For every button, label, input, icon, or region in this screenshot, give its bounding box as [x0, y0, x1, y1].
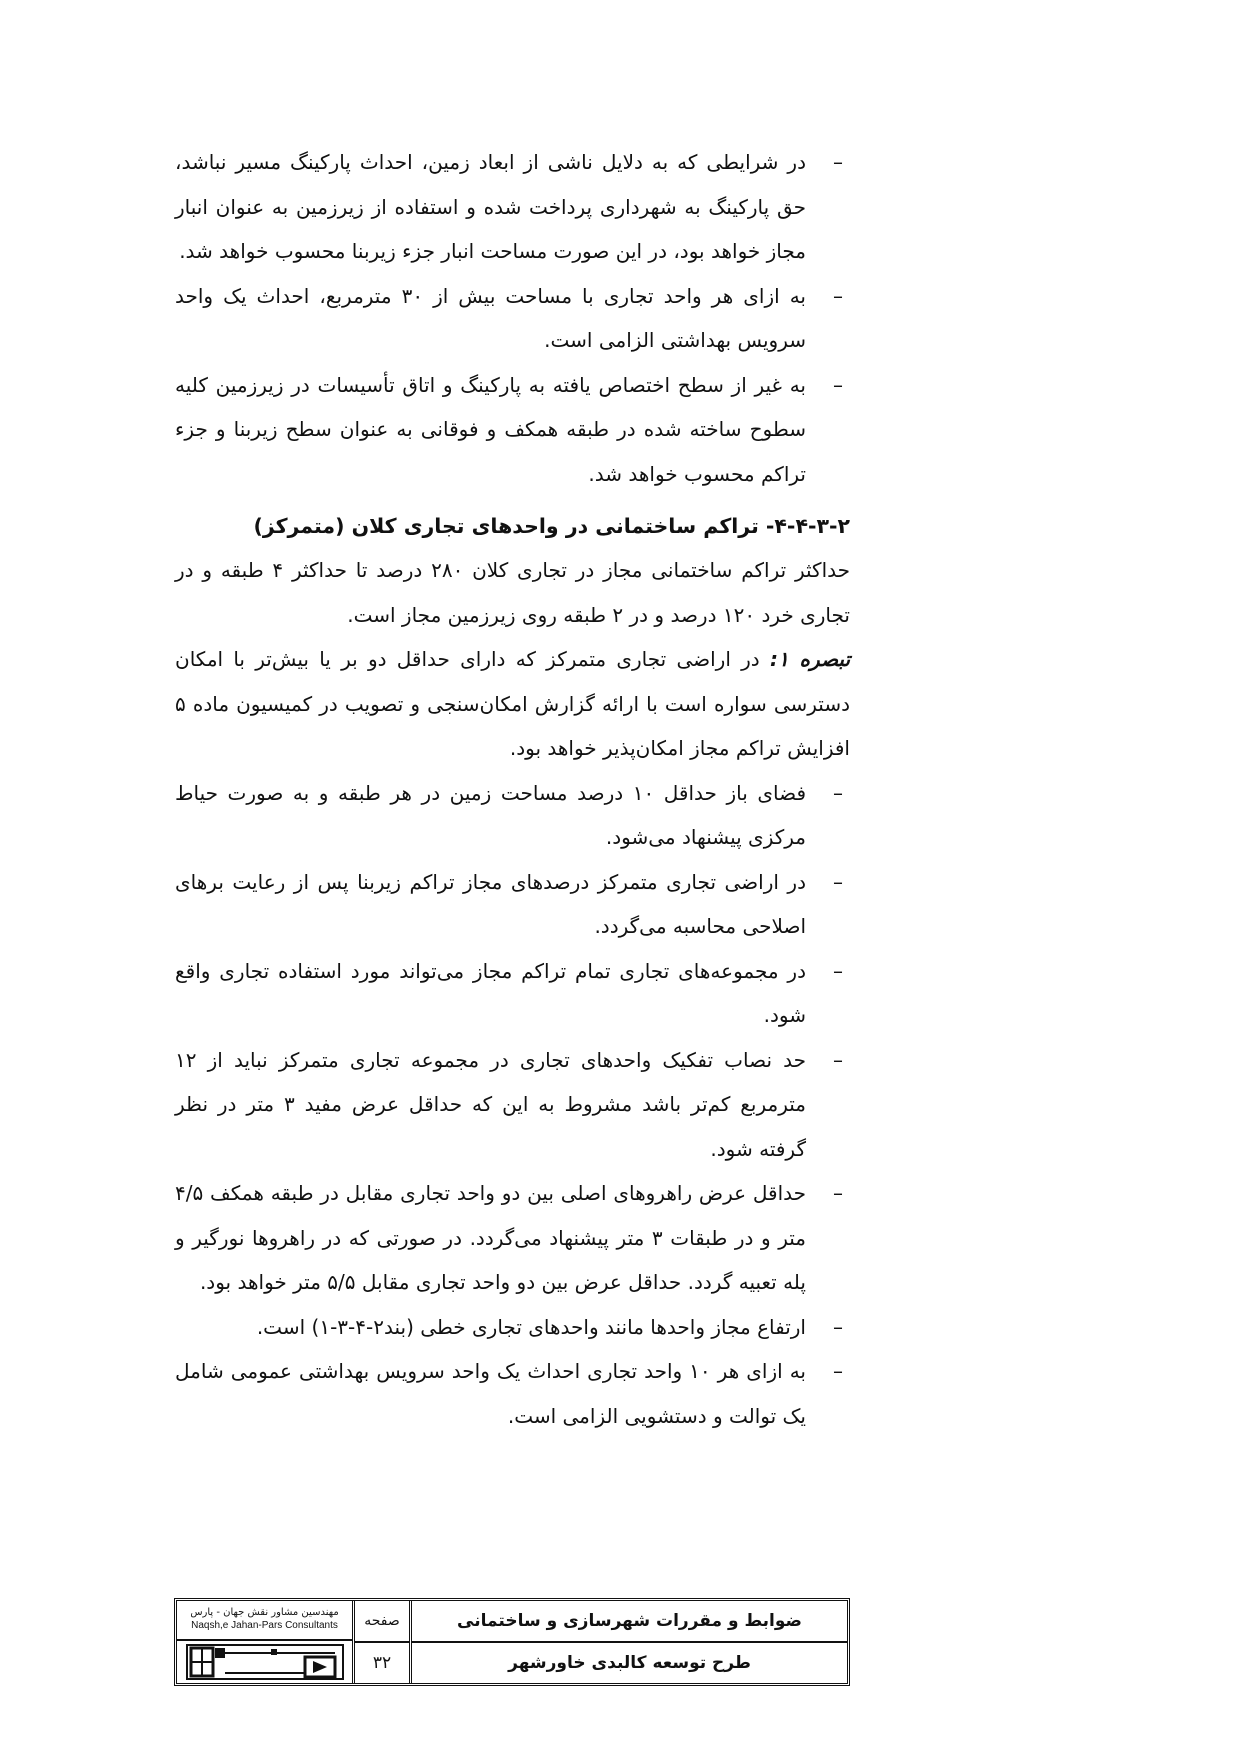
list-item	[175, 860, 850, 949]
list-item	[175, 1305, 850, 1350]
list-item	[175, 140, 850, 274]
logo-icon-svg	[185, 1643, 345, 1681]
note-paragraph	[175, 637, 850, 771]
list-item	[175, 1349, 850, 1438]
note-text: در اراضی تجاری متمرکز که دارای حداقل دو بر یا بیش‌تر با امکان دسترسی سواره است با ارائه گزارش امکان‌سنجی و تصویب در کمیسیون ماده ۵ افزایش تراکم مجاز امکان‌پذیر خواهد بود.	[175, 647, 850, 760]
bullet-list-bottom	[175, 771, 850, 1439]
list-item	[175, 274, 850, 363]
company-names	[177, 1601, 352, 1641]
dash-marker: –	[833, 1314, 843, 1339]
list-item	[175, 363, 850, 497]
dash-marker: –	[833, 372, 843, 397]
document-body	[175, 140, 850, 1438]
bullet-text: در شرایطی که به دلایل ناشی از ابعاد زمین، احداث پارکینگ مسیر نباشد، حق پارکینگ به شهرداری پرداخت شده و استفاده از زیرزمین به عنوان انبار مجاز خواهد بود، در این صورت مساحت انبار جزء زیربنا محسوب خواهد شد.	[175, 150, 806, 263]
bullet-text: حد نصاب تفکیک واحدهای تجاری در مجموعه تجاری متمرکز نباید از ۱۲ مترمربع کم‌تر باشد مشروط به این که حداقل عرض مفید ۳ متر در نظر گرفته شود.	[175, 1047, 806, 1161]
bullet-text: ارتفاع مجاز واحدها مانند واحدهای تجاری خطی (بند۲-۴-۳-۱) است.	[256, 1314, 806, 1339]
section-paragraph: حداکثر تراکم ساختمانی مجاز در تجاری کلان ۲۸۰ درصد تا حداکثر ۴ طبقه و در تجاری خرد ۱۲۰ درصد و در ۲ طبقه روی زیرزمین مجاز است.	[175, 558, 850, 627]
bullet-text: به ازای هر واحد تجاری با مساحت بیش از ۳۰ مترمربع، احداث یک واحد سرویس بهداشتی الزامی است.	[175, 283, 806, 352]
dash-marker: –	[833, 1359, 843, 1383]
bullet-text: حداقل عرض راهروهای اصلی بین دو واحد تجاری مقابل در طبقه همکف ۴/۵ متر و در طبقات ۳ متر پیشنهاد می‌گردد. در صورتی که در راهروها نورگیر و پله تعبیه گردد. حداقل عرض بین دو واحد تجاری مقابل ۵/۵ متر خواهد بود.	[175, 1181, 806, 1294]
building-plan-logo-icon	[177, 1641, 352, 1683]
dash-marker: –	[833, 283, 843, 308]
footer-company	[177, 1601, 352, 1683]
bullet-text: به ازای هر ۱۰ واحد تجاری احداث یک واحد سرویس بهداشتی عمومی شامل یک توالت و دستشویی الزامی است.	[175, 1359, 806, 1428]
dash-marker: –	[833, 780, 843, 805]
list-item	[175, 1038, 850, 1172]
footer-title-plan: طرح توسعه کالبدی خاورشهر	[508, 1653, 751, 1673]
note-label: تبصره ۱:	[769, 647, 851, 671]
footer-page-box	[352, 1601, 409, 1683]
dash-marker: –	[833, 869, 843, 894]
dash-marker: –	[833, 1047, 843, 1072]
section-heading: ۴-۴-۳-۲- تراکم ساختمانی در واحدهای تجاری کلان (متمرکز)	[253, 514, 850, 538]
list-item	[175, 1171, 850, 1305]
page-number: ۳۲	[372, 1653, 392, 1673]
footer-title-regulations: ضوابط و مقررات شهرسازی و ساختمانی	[412, 1601, 847, 1643]
list-item	[175, 949, 850, 1038]
bullet-text: در مجموعه‌های تجاری تمام تراکم مجاز می‌تواند مورد استفاده تجاری واقع شود.	[175, 958, 806, 1027]
list-item	[175, 771, 850, 860]
bullet-text: در اراضی تجاری متمرکز درصدهای مجاز تراکم زیربنا پس از رعایت برهای اصلاحی محاسبه می‌گردد.	[175, 869, 806, 938]
dash-marker: –	[833, 1181, 843, 1205]
dash-marker: –	[833, 150, 843, 174]
bullet-list-top	[175, 140, 850, 496]
dash-marker: –	[833, 958, 843, 983]
footer-titles	[409, 1601, 847, 1683]
company-name-en: Naqsh,e Jahan-Pars Consultants	[191, 1620, 338, 1631]
page-label: صفحه	[355, 1601, 409, 1643]
company-name-fa: مهندسین مشاور نقش جهان - پارس	[190, 1607, 339, 1618]
page-footer	[174, 1598, 850, 1686]
bullet-text: فضای باز حداقل ۱۰ درصد مساحت زمین در هر طبقه و به صورت حیاط مرکزی پیشنهاد می‌شود.	[175, 780, 807, 849]
bullet-text: به غیر از سطح اختصاص یافته به پارکینگ و اتاق تأسیسات در زیرزمین کلیه سطوح ساخته شده در طبقه همکف و فوقانی به عنوان سطح زیربنا و جزء تراکم محسوب خواهد شد.	[175, 372, 806, 486]
